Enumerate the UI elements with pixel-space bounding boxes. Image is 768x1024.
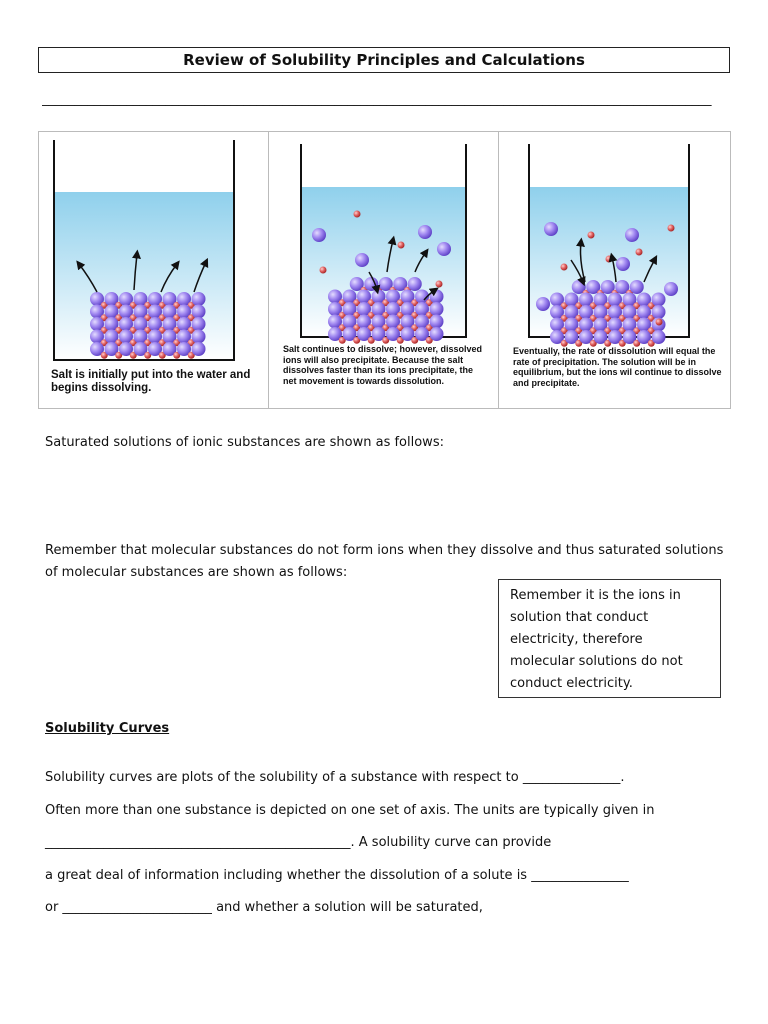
- solubility-curves-text: [45, 762, 735, 925]
- curves-line: Often more than one substance is depicted on one set of axis. The units are typically given in: [45, 802, 655, 818]
- conductivity-note-box: Remember it is the ions in solution that conduct electricity, therefore molecular solutions do not conduct electricity.: [498, 579, 721, 698]
- dissolution-figure: [38, 131, 731, 409]
- ionic-solutions-text: Saturated solutions of ionic substances are shown as follows:: [45, 435, 444, 450]
- molecular-solutions-text: Remember that molecular substances do not form ions when they dissolve and thus saturated solutions of molecular substances are shown as follows:: [45, 543, 724, 580]
- curves-line: _______________________________________________. A solubility curve can provide: [45, 835, 552, 850]
- panel-caption: Eventually, the rate of dissolution will equal the rate of precipitation. The solution will be in equilibrium, but the ions wil continue to dissolve and precipitate.: [513, 346, 722, 388]
- figure-panel-dissolving: [268, 131, 500, 409]
- panel-caption: Salt is initially put into the water and begins dissolving.: [51, 369, 251, 394]
- figure-panel-equilibrium: [498, 131, 731, 409]
- panel-caption: Salt continues to dissolve; however, dissolved ions will also precipitate. Because the salt dissolves faster than its ions precipitate, the net movement is towards dissolution.: [283, 344, 483, 386]
- curves-line: or _______________________ and whether a solution will be saturated,: [45, 900, 483, 915]
- name-blank-line: _______________________________________________________________________________________________________: [42, 92, 712, 107]
- figure-panel-initial: [38, 131, 270, 409]
- solubility-curves-heading: Solubility Curves: [45, 721, 170, 736]
- page-title: Review of Solubility Principles and Calculations: [38, 47, 730, 73]
- curves-line: Solubility curves are plots of the solubility of a substance with respect to _______________.: [45, 770, 625, 785]
- curves-line: a great deal of information including whether the dissolution of a solute is _______________: [45, 867, 629, 883]
